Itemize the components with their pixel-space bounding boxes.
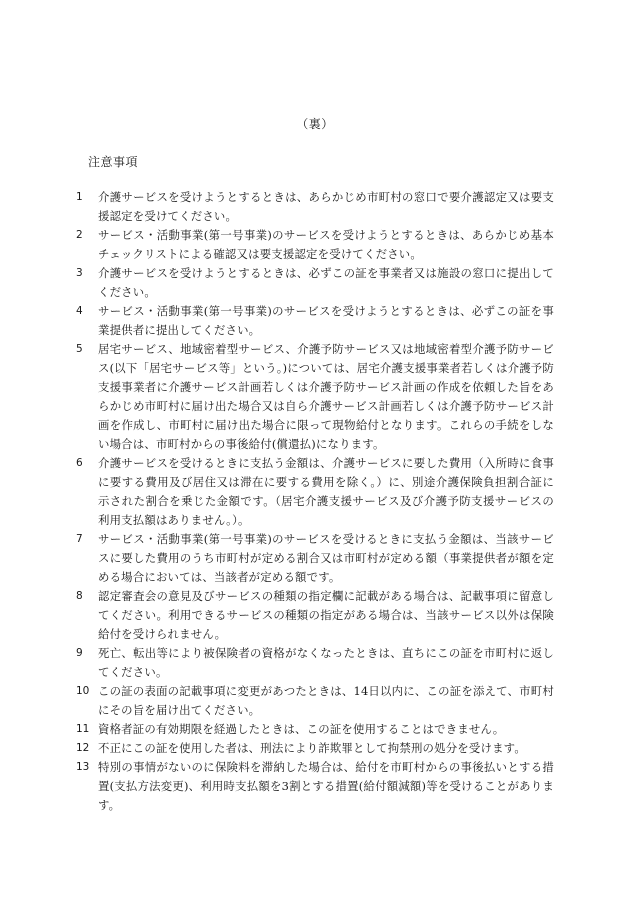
page-heading: （裏） (296, 117, 334, 131)
note-item-6 (76, 454, 554, 530)
notes-list (76, 188, 554, 815)
note-number: 1 (76, 191, 83, 203)
note-text: サービス・活動事業(第一号事業)のサービスを受けようとするときは、必ずこの証を事業提供者に提出してください。 (98, 304, 554, 337)
note-item-1 (76, 188, 554, 226)
note-number: 8 (76, 590, 83, 602)
note-number: 9 (76, 647, 83, 659)
note-text: 不正にこの証を使用した者は、刑法により詐欺罪として拘禁刑の処分を受けます。 (98, 741, 526, 755)
note-number: 2 (76, 229, 83, 241)
note-text: 居宅サービス、地域密着型サービス、介護予防サービス又は地域密着型介護予防サービス(以下「居宅サービス等」という。)については、居宅介護支援事業者若しくは介護予防支援事業者に介護サービス計画若しくは介護予防サービス計画の作成を依頼した旨をあらかじめ市町村に届け出た場合又は自ら介護サービス計画若しくは介護予防サービス計画を作成し、市町村に届け出た場合に限って現物給付となります。これらの手続をしない場合は、市町村からの事後給付(償還払)になります。 (98, 342, 554, 451)
section-title: 注意事項 (88, 155, 139, 169)
note-text: 認定審査会の意見及びサービスの種類の指定欄に記載がある場合は、記載事項に留意してください。利用できるサービスの種類の指定がある場合は、当該サービス以外は保険給付を受けられません。 (98, 589, 554, 641)
note-text: 資格者証の有効期限を経過したときは、この証を使用することはできません。 (98, 722, 505, 736)
note-item-9 (76, 644, 554, 682)
note-text: サービス・活動事業(第一号事業)のサービスを受けようとするときは、あらかじめ基本チェックリストによる確認又は要支援認定を受けてください。 (98, 228, 554, 261)
note-item-4 (76, 302, 554, 340)
note-item-12 (76, 739, 554, 758)
note-item-8 (76, 587, 554, 644)
note-item-2 (76, 226, 554, 264)
note-text: 特別の事情がないのに保険料を滞納した場合は、給付を市町村からの事後払いとする措置(支払方法変更)、利用時支払額を3割とする措置(給付額減額)等を受けることがあります。 (98, 760, 554, 812)
note-item-3 (76, 264, 554, 302)
note-text: 介護サービスを受けるときに支払う金額は、介護サービスに要した費用（入所時に食事に要する費用及び居住又は滞在に要する費用を除く。）に、別途介護保険負担割合証に示された割合を乗じた金額です。（居宅介護支援サービス及び介護予防支援サービスの利用支払額はありません。）。 (98, 456, 554, 527)
note-item-10 (76, 682, 554, 720)
note-number: 11 (76, 723, 90, 735)
note-number: 7 (76, 533, 83, 545)
note-text: 死亡、転出等により被保険者の資格がなくなったときは、直ちにこの証を市町村に返してください。 (98, 646, 554, 679)
note-text: 介護サービスを受けようとするときは、必ずこの証を事業者又は施設の窓口に提出してください。 (98, 266, 554, 299)
note-item-13 (76, 758, 554, 815)
note-text: サービス・活動事業(第一号事業)のサービスを受けるときに支払う金額は、当該サービスに要した費用のうち市町村が定める割合又は市町村が定める額（事業提供者が額を定める場合においては、当該者が定める額です。 (98, 532, 554, 584)
note-number: 6 (76, 457, 83, 469)
note-number: 10 (76, 685, 90, 697)
note-number: 3 (76, 267, 83, 279)
note-text: 介護サービスを受けようとするときは、あらかじめ市町村の窓口で要介護認定又は要支援認定を受けてください。 (98, 190, 554, 223)
note-number: 5 (76, 343, 83, 355)
note-item-11 (76, 720, 554, 739)
note-number: 13 (76, 761, 90, 773)
note-item-7 (76, 530, 554, 587)
note-text: この証の表面の記載事項に変更があつたときは、14日以内に、この証を添えて、市町村にその旨を届け出てください。 (98, 684, 554, 717)
note-item-5 (76, 340, 554, 454)
note-number: 4 (76, 305, 83, 317)
note-number: 12 (76, 742, 90, 754)
